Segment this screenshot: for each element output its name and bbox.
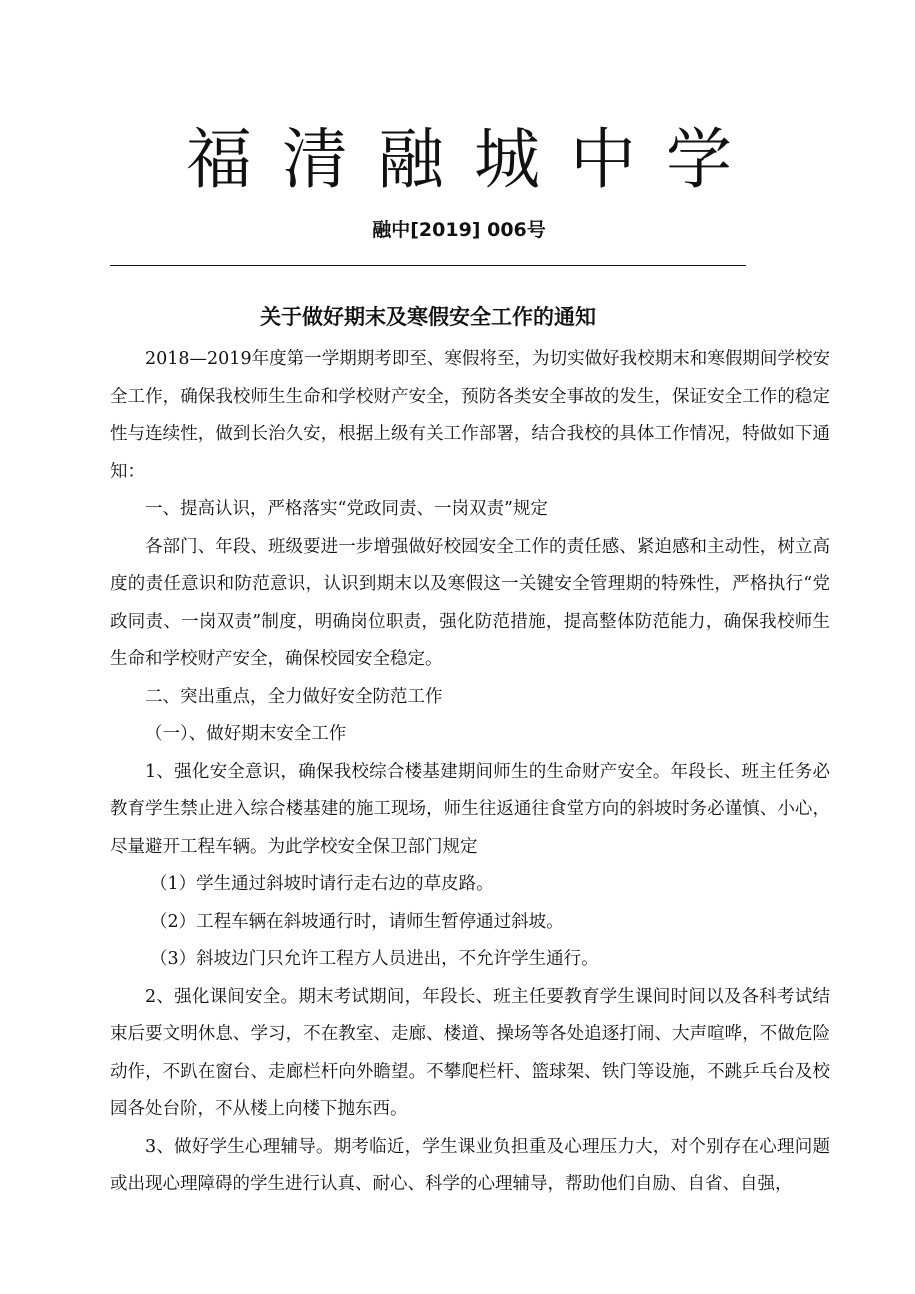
notice-title: 关于做好期末及寒假安全工作的通知 [260, 305, 596, 329]
intro-paragraph: 2018—2019年度第一学期期考即至、寒假将至，为切实做好我校期末和寒假期间学校安全工作，确保我校师生生命和学校财产安全，预防各类安全事故的发生，保证安全工作的稳定性与连续性，做到长治久安，根据上级有关工作部署，结合我校的具体工作情况，特做如下通知： [110, 349, 830, 482]
school-name-header: 福清融城中学 [186, 121, 762, 198]
section-heading-2: 二、突出重点，全力做好安全防范工作 [145, 686, 443, 707]
list-item: （2）工程车辆在斜坡通行时，请师生暂停通过斜坡。 [150, 911, 564, 932]
subsection-heading-1: （一）、做好期末安全工作 [145, 724, 347, 744]
document-number: 融中[2019] 006号 [372, 219, 546, 241]
list-item: （3）斜坡边门只允许工程方人员进出，不允许学生通行。 [150, 949, 599, 969]
section-heading-1: 一、提高认识，严格落实“党政同责、一岗双责”规定 [145, 499, 548, 519]
header-divider [110, 265, 746, 266]
body-paragraph: 2、强化课间安全。期末考试期间，年段长、班主任要教育学生课间时间以及各科考试结束后要文明休息、学习，不在教室、走廊、楼道、操场等各处追逐打闹、大声喧哗，不做危险动作，不趴在窗台、走廊栏杆向外瞻望。不攀爬栏杆、篮球架、铁门等设施，不跳乒乓台及校园各处台阶，不从楼上向楼下抛东西。 [110, 986, 830, 1119]
notice-body [110, 341, 830, 1204]
body-paragraph: 各部门、年段、班级要进一步增强做好校园安全工作的责任感、紧迫感和主动性，树立高度的责任意识和防范意识，认识到期末以及寒假这一关键安全管理期的特殊性，严格执行“党政同责、一岗双责”制度，明确岗位职责，强化防范措施，提高整体防范能力，确保我校师生生命和学校财产安全，确保校园安全稳定。 [110, 536, 830, 669]
body-paragraph: 1、强化安全意识，确保我校综合楼基建期间师生的生命财产安全。年段长、班主任务必教育学生禁止进入综合楼基建的施工现场，师生往返通往食堂方向的斜坡时务必谨慎、小心，尽量避开工程车辆。为此学校安全保卫部门规定 [110, 761, 830, 857]
list-item: （1）学生通过斜坡时请行走右边的草皮路。 [150, 874, 494, 894]
body-paragraph: 3、做好学生心理辅导。期考临近，学生课业负担重及心理压力大，对个别存在心理问题或出现心理障碍的学生进行认真、耐心、科学的心理辅导，帮助他们自励、自省、自强， [110, 1136, 830, 1194]
